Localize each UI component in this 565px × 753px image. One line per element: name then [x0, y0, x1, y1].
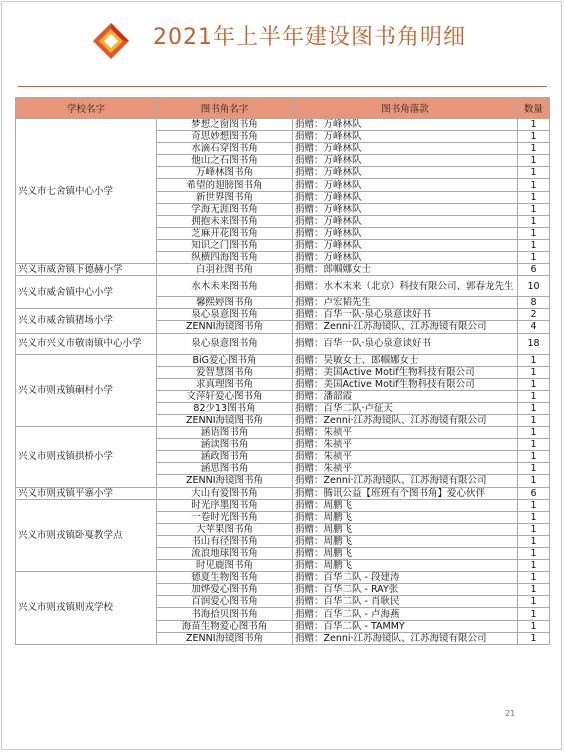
corner-count: 6	[518, 264, 550, 276]
corner-name: 知识之门图书角	[157, 239, 293, 251]
donor-text: 捐赠：百华二队·卢征天	[293, 402, 518, 414]
school-name: 兴义市则戎镇硐村小学	[16, 354, 157, 427]
corner-name: 新世界图书角	[157, 191, 293, 203]
school-name: 兴义市威舍镇中心小学	[16, 276, 157, 309]
corner-name: 文萍轩爱心图书角	[157, 390, 293, 402]
corner-count: 1	[518, 608, 550, 620]
donor-text: 捐赠：腾讯公益【班班有个图书角】爱心伙伴	[293, 487, 518, 499]
page-title: 2021年上半年建设图书角明细	[153, 25, 466, 50]
school-name: 兴义市则戎镇卧戛教学点	[16, 499, 157, 572]
page-number: 21	[505, 709, 516, 718]
donor-text: 捐赠：周鹏飞	[293, 523, 518, 535]
table-row	[16, 333, 550, 354]
corner-count: 1	[518, 143, 550, 155]
corner-name: ZENNI海镜图书角	[157, 321, 293, 333]
donor-text: 捐赠：水木未来（北京）科技有限公司、郭春龙先生	[293, 276, 518, 297]
corner-name: 白羽社图书角	[157, 264, 293, 276]
table-row	[16, 354, 550, 366]
corner-name: 水滴石穿图书角	[157, 143, 293, 155]
donor-text: 捐赠：百华二队 - 段建涛	[293, 572, 518, 584]
corner-count: 1	[518, 584, 550, 596]
header-corner-name: 图书角名字	[157, 98, 293, 119]
school-name: 兴义市则戎镇则戎学校	[16, 572, 157, 645]
school-name: 兴义市威舍镇猪场小学	[16, 309, 157, 333]
donor-text: 捐赠：美国Active Motif生物科技有限公司	[293, 378, 518, 390]
donor-text: 捐赠：朱祯平	[293, 463, 518, 475]
corner-count: 1	[518, 560, 550, 572]
donor-text: 捐赠：百华二队 - 肖耿民	[293, 596, 518, 608]
corner-name: 馨熙婷图书角	[157, 297, 293, 309]
donor-text: 捐赠：万峰林队	[293, 131, 518, 143]
corner-name: 他山之石图书角	[157, 155, 293, 167]
corner-name: ZENNI海镜图书角	[157, 414, 293, 426]
donor-text: 捐赠：万峰林队	[293, 155, 518, 167]
corner-count: 1	[518, 596, 550, 608]
corner-count: 1	[518, 414, 550, 426]
corner-name: 书山有径图书角	[157, 535, 293, 547]
table-row	[16, 276, 550, 297]
library-corner-table	[15, 97, 550, 645]
corner-count: 1	[518, 203, 550, 215]
corner-name: 泉心泉意图书角	[157, 333, 293, 354]
corner-name: 纵横四海图书角	[157, 252, 293, 264]
corner-count: 1	[518, 390, 550, 402]
donor-text: 捐赠：万峰林队	[293, 215, 518, 227]
donor-text: 捐赠：万峰林队	[293, 252, 518, 264]
donor-text: 捐赠：吴敏女士、郎帼娜女士	[293, 354, 518, 366]
school-name: 兴义市则戎镇拱桥小学	[16, 427, 157, 487]
corner-name: 海苗生物爱心图书角	[157, 620, 293, 632]
corner-name: 水木未来图书角	[157, 276, 293, 297]
corner-name: 求真理图书角	[157, 378, 293, 390]
corner-name: 一卷时光图书角	[157, 511, 293, 523]
corner-count: 1	[518, 535, 550, 547]
donor-text: 捐赠：周鹏飞	[293, 560, 518, 572]
corner-count: 1	[518, 131, 550, 143]
corner-count: 1	[518, 239, 550, 251]
donor-text: 捐赠：美国Active Motif生物科技有限公司	[293, 366, 518, 378]
corner-count: 1	[518, 632, 550, 644]
corner-count: 2	[518, 309, 550, 321]
corner-count: 1	[518, 499, 550, 511]
donor-text: 捐赠：万峰林队	[293, 227, 518, 239]
corner-name: 梦想之窗图书角	[157, 119, 293, 131]
corner-name: 德夏生物图书角	[157, 572, 293, 584]
corner-name: 涵读图书角	[157, 439, 293, 451]
corner-count: 1	[518, 511, 550, 523]
table-row	[16, 427, 550, 439]
table-body	[16, 119, 550, 645]
corner-count: 1	[518, 463, 550, 475]
corner-name: 奇思妙想图书角	[157, 131, 293, 143]
header-donor: 图书角落款	[293, 98, 518, 119]
donor-text: 捐赠：潘韶霞	[293, 390, 518, 402]
donor-text: 捐赠：百华二队 - TAMMY	[293, 620, 518, 632]
corner-name: 流浪地球图书角	[157, 548, 293, 560]
corner-count: 1	[518, 119, 550, 131]
corner-count: 18	[518, 333, 550, 354]
corner-count: 4	[518, 321, 550, 333]
table-header-row	[16, 98, 550, 119]
table-row	[16, 487, 550, 499]
corner-name: 爱智慧图书角	[157, 366, 293, 378]
corner-count: 1	[518, 179, 550, 191]
school-name: 兴义市则戎镇平寨小学	[16, 487, 157, 499]
donor-text: 捐赠：卢宏韬先生	[293, 297, 518, 309]
donor-text: 捐赠：百华一队·泉心泉意读好书	[293, 333, 518, 354]
corner-name: 拥抱未来图书角	[157, 215, 293, 227]
corner-name: 希望的翅膀图书角	[157, 179, 293, 191]
corner-count: 1	[518, 427, 550, 439]
donor-text: 捐赠：百华二队 - 卢海燕	[293, 608, 518, 620]
corner-count: 6	[518, 487, 550, 499]
corner-count: 1	[518, 451, 550, 463]
header-count: 数量	[518, 98, 550, 119]
donor-text: 捐赠：周鹏飞	[293, 511, 518, 523]
logo-icon	[92, 22, 130, 60]
table-row	[16, 264, 550, 276]
corner-count: 10	[518, 276, 550, 297]
corner-name: 万峰林图书角	[157, 167, 293, 179]
header-school: 学校名字	[16, 98, 157, 119]
corner-count: 1	[518, 366, 550, 378]
corner-name: 学海无涯图书角	[157, 203, 293, 215]
title-underline	[18, 86, 547, 87]
corner-count: 1	[518, 620, 550, 632]
corner-name: 涵语图书角	[157, 427, 293, 439]
table-row	[16, 119, 550, 131]
donor-text: 捐赠：万峰林队	[293, 203, 518, 215]
corner-count: 1	[518, 155, 550, 167]
corner-count: 8	[518, 297, 550, 309]
corner-count: 1	[518, 191, 550, 203]
corner-count: 1	[518, 548, 550, 560]
donor-text: 捐赠：Zenni·江苏海镜队、江苏海镜有限公司	[293, 414, 518, 426]
donor-text: 捐赠：万峰林队	[293, 239, 518, 251]
donor-text: 捐赠：万峰林队	[293, 143, 518, 155]
corner-name: 涵政图书角	[157, 451, 293, 463]
school-name: 兴义市威舍镇下德赫小学	[16, 264, 157, 276]
corner-name: 大山有爱图书角	[157, 487, 293, 499]
corner-name: BiG爱心图书角	[157, 354, 293, 366]
donor-text: 捐赠：朱祯平	[293, 427, 518, 439]
corner-count: 1	[518, 354, 550, 366]
corner-name: 大苹果图书角	[157, 523, 293, 535]
table-row	[16, 572, 550, 584]
donor-text: 捐赠：朱祯平	[293, 451, 518, 463]
donor-text: 捐赠：郎帼娜女士	[293, 264, 518, 276]
corner-name: 82少13图书角	[157, 402, 293, 414]
donor-text: 捐赠：Zenni·江苏海镜队、江苏海镜有限公司	[293, 475, 518, 487]
corner-name: 泉心泉意图书角	[157, 309, 293, 321]
donor-text: 捐赠：百华一队·泉心泉意读好书	[293, 309, 518, 321]
donor-text: 捐赠：万峰林队	[293, 119, 518, 131]
corner-name: ZENNI海镜图书角	[157, 632, 293, 644]
corner-count: 1	[518, 227, 550, 239]
corner-name: 加烨爱心图书角	[157, 584, 293, 596]
donor-text: 捐赠：万峰林队	[293, 179, 518, 191]
corner-count: 1	[518, 215, 550, 227]
corner-count: 1	[518, 167, 550, 179]
donor-text: 捐赠：Zenni·江苏海镜队、江苏海镜有限公司	[293, 321, 518, 333]
school-name: 兴义市兴义市敬南镇中心小学	[16, 333, 157, 354]
table-row	[16, 309, 550, 321]
corner-count: 1	[518, 439, 550, 451]
corner-count: 1	[518, 378, 550, 390]
corner-name: 百润爱心图书角	[157, 596, 293, 608]
donor-text: 捐赠：百华二队 - RAY张	[293, 584, 518, 596]
donor-text: 捐赠：朱祯平	[293, 439, 518, 451]
corner-name: 时见鹿图书角	[157, 560, 293, 572]
school-name: 兴义市七舍镇中心小学	[16, 119, 157, 264]
corner-name: 书海拾贝图书角	[157, 608, 293, 620]
corner-name: 时光序墨图书角	[157, 499, 293, 511]
corner-name: 芝麻开花图书角	[157, 227, 293, 239]
donor-text: 捐赠：Zenni·江苏海镜队、江苏海镜有限公司	[293, 632, 518, 644]
table-row	[16, 499, 550, 511]
corner-name: 涵思图书角	[157, 463, 293, 475]
corner-name: ZENNI海镜图书角	[157, 475, 293, 487]
donor-text: 捐赠：周鹏飞	[293, 548, 518, 560]
corner-count: 1	[518, 475, 550, 487]
corner-count: 1	[518, 402, 550, 414]
donor-text: 捐赠：万峰林队	[293, 167, 518, 179]
donor-text: 捐赠：周鹏飞	[293, 499, 518, 511]
corner-count: 1	[518, 252, 550, 264]
corner-count: 1	[518, 572, 550, 584]
donor-text: 捐赠：万峰林队	[293, 191, 518, 203]
donor-text: 捐赠：周鹏飞	[293, 535, 518, 547]
corner-count: 1	[518, 523, 550, 535]
